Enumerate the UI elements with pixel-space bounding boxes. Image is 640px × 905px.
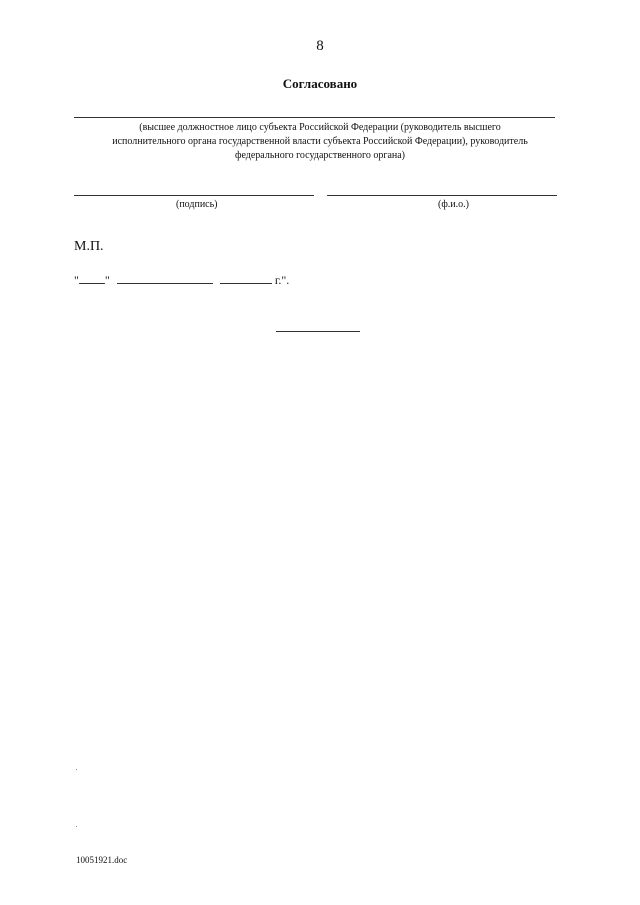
approval-title: Согласовано xyxy=(282,76,358,91)
signature-line xyxy=(74,195,314,196)
page-number: 8 xyxy=(316,38,324,54)
name-line xyxy=(327,195,557,196)
official-position-line xyxy=(74,117,555,118)
name-caption: (ф.и.о.) xyxy=(438,199,469,210)
scan-speck xyxy=(76,769,77,770)
official-description: (высшее должностное лицо субъекта Российской Федерации (руководитель высшего исполнительного органа государственной власти субъекта Российской Федерации), руководитель федерального государственного органа) xyxy=(112,122,528,161)
year-blank xyxy=(220,273,272,284)
scan-speck xyxy=(76,826,77,827)
date-row xyxy=(74,273,289,288)
footer-filename: 10051921.doc xyxy=(76,855,128,865)
end-separator xyxy=(276,331,360,332)
date-close-quote: " xyxy=(104,273,110,287)
stamp-place-label: М.П. xyxy=(74,239,104,254)
date-open-quote: " xyxy=(74,273,79,287)
year-suffix: г.". xyxy=(274,273,290,287)
month-blank xyxy=(117,273,213,284)
signature-caption: (подпись) xyxy=(176,199,218,210)
day-blank xyxy=(79,273,105,284)
